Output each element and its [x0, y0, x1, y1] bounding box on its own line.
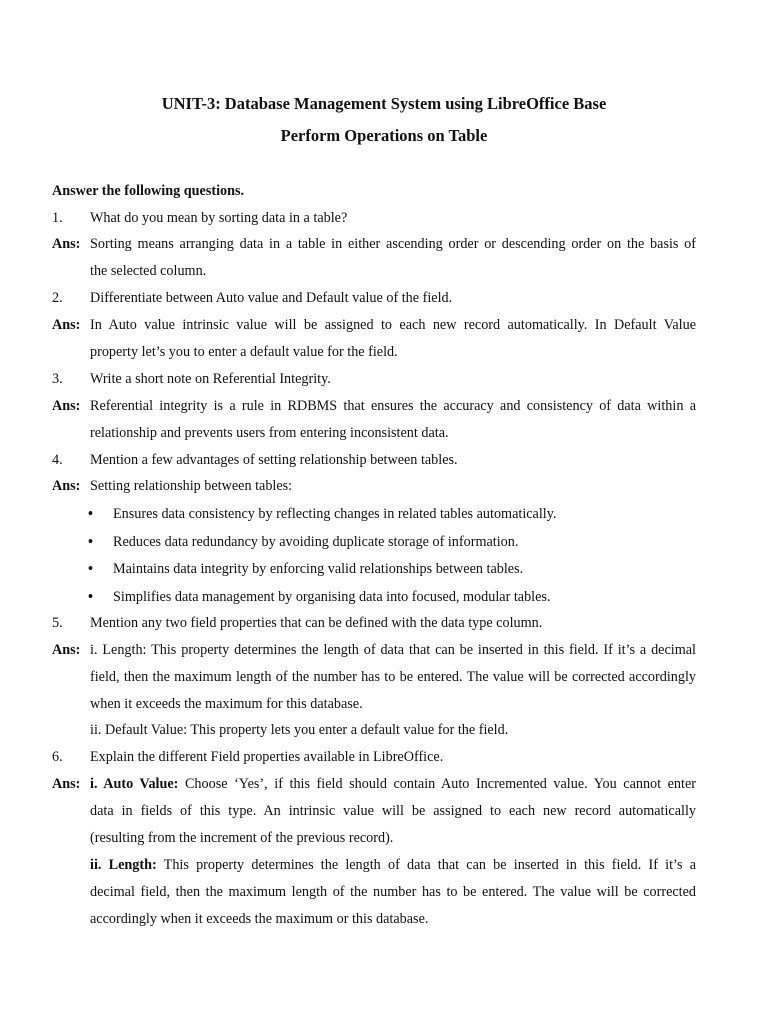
answer-text: Sorting means arranging data in a table in either ascending order or descending order on the basis of: [90, 236, 696, 252]
answer-5-line-2: [52, 666, 696, 688]
question-number: 2.: [52, 290, 63, 306]
answer-6-line-2: [52, 800, 696, 822]
answer-text: Setting relationship between tables:: [90, 478, 293, 494]
answer-text: decimal field, then the maximum length of the number has to be entered. The value will be corrected: [90, 884, 696, 900]
answer-text: In Auto value intrinsic value will be assigned to each new record automatically. In Default Value: [90, 317, 696, 333]
bullet-text: Simplifies data management by organising data into focused, modular tables.: [113, 589, 551, 605]
question-text: Mention any two field properties that can be defined with the data type column.: [90, 615, 543, 631]
answer-label: Ans:: [52, 478, 81, 494]
question-number: 1.: [52, 210, 63, 226]
bullet-icon: •: [88, 589, 93, 605]
answer-6-line-1: [52, 773, 696, 795]
question-text: What do you mean by sorting data in a table?: [90, 210, 348, 226]
answer-2-line-2: [52, 341, 696, 363]
question-text: Mention a few advantages of setting relationship between tables.: [90, 452, 458, 468]
answer-label: Ans:: [52, 236, 81, 252]
answer-label: Ans:: [52, 776, 81, 792]
answer-3-line-2: [52, 422, 696, 444]
bullet-icon: •: [88, 506, 93, 522]
auto-value-label: i. Auto Value:: [90, 776, 179, 792]
answer-6-line-6: [52, 908, 696, 930]
answer-label: Ans:: [52, 398, 81, 414]
document-subtitle: Perform Operations on Table: [280, 126, 488, 145]
length-label: ii. Length:: [90, 857, 157, 873]
answer-5-line-3: [52, 693, 696, 715]
bullet-item: [52, 558, 696, 580]
answer-5-line-1: [52, 639, 696, 661]
answer-1-line-2: [52, 260, 696, 282]
answer-text: property let’s you to enter a default value for the field.: [90, 344, 398, 360]
answer-text: field, then the maximum length of the number has to be entered. The value will be corrected accordingly: [90, 669, 696, 685]
answer-text: [90, 854, 696, 876]
question-number: 4.: [52, 452, 63, 468]
answer-text: [90, 773, 696, 795]
answer-text: relationship and prevents users from entering inconsistent data.: [90, 425, 449, 441]
bullet-icon: •: [88, 534, 93, 550]
answer-label: Ans:: [52, 642, 81, 658]
answer-1-line-1: [52, 233, 696, 255]
question-number: 3.: [52, 371, 63, 387]
answer-label: Ans:: [52, 317, 81, 333]
bullet-text: Ensures data consistency by reflecting changes in related tables automatically.: [113, 506, 557, 522]
bullet-text: Reduces data redundancy by avoiding duplicate storage of information.: [113, 534, 519, 550]
question-5: [52, 612, 696, 634]
question-2: [52, 287, 696, 309]
question-6: [52, 746, 696, 768]
bullet-text: Maintains data integrity by enforcing valid relationships between tables.: [113, 561, 524, 577]
question-text: Explain the different Field properties available in LibreOffice.: [90, 749, 444, 765]
question-text: Differentiate between Auto value and Default value of the field.: [90, 290, 453, 306]
question-1: [52, 207, 696, 229]
question-number: 6.: [52, 749, 63, 765]
answer-text: (resulting from the increment of the previous record).: [90, 830, 394, 846]
answer-5-line-4: [52, 719, 696, 741]
answer-text: Referential integrity is a rule in RDBMS that ensures the accuracy and consistency of data within a: [90, 398, 696, 414]
bullet-item: [52, 531, 696, 553]
answer-text: i. Length: This property determines the length of data that can be inserted in this field. If it’s a decimal: [90, 642, 696, 658]
question-3: [52, 368, 696, 390]
answer-4-line-1: [52, 475, 696, 497]
bullet-icon: •: [88, 561, 93, 577]
question-number: 5.: [52, 615, 63, 631]
auto-value-text: Choose ‘Yes’, if this field should contain Auto Incremented value. You cannot enter: [184, 776, 696, 792]
answer-3-line-1: [52, 395, 696, 417]
answer-6-line-4: [52, 854, 696, 876]
answer-text: ii. Default Value: This property lets you enter a default value for the field.: [90, 722, 509, 738]
bullet-item: [52, 503, 696, 525]
section-heading: Answer the following questions.: [52, 183, 245, 199]
length-text: This property determines the length of data that can be inserted in this field. If it’s a: [163, 857, 697, 873]
answer-text: accordingly when it exceeds the maximum or this database.: [90, 911, 429, 927]
answer-6-line-5: [52, 881, 696, 903]
answer-6-line-3: [52, 827, 696, 849]
answer-2-line-1: [52, 314, 696, 336]
answer-text: when it exceeds the maximum for this database.: [90, 696, 363, 712]
answer-text: data in fields of this type. An intrinsic value will be assigned to each new record automatically: [90, 803, 696, 819]
document-title: UNIT-3: Database Management System using LibreOffice Base: [161, 94, 607, 113]
answer-text: the selected column.: [90, 263, 207, 279]
question-text: Write a short note on Referential Integrity.: [90, 371, 331, 387]
bullet-item: [52, 586, 696, 608]
question-4: [52, 449, 696, 471]
